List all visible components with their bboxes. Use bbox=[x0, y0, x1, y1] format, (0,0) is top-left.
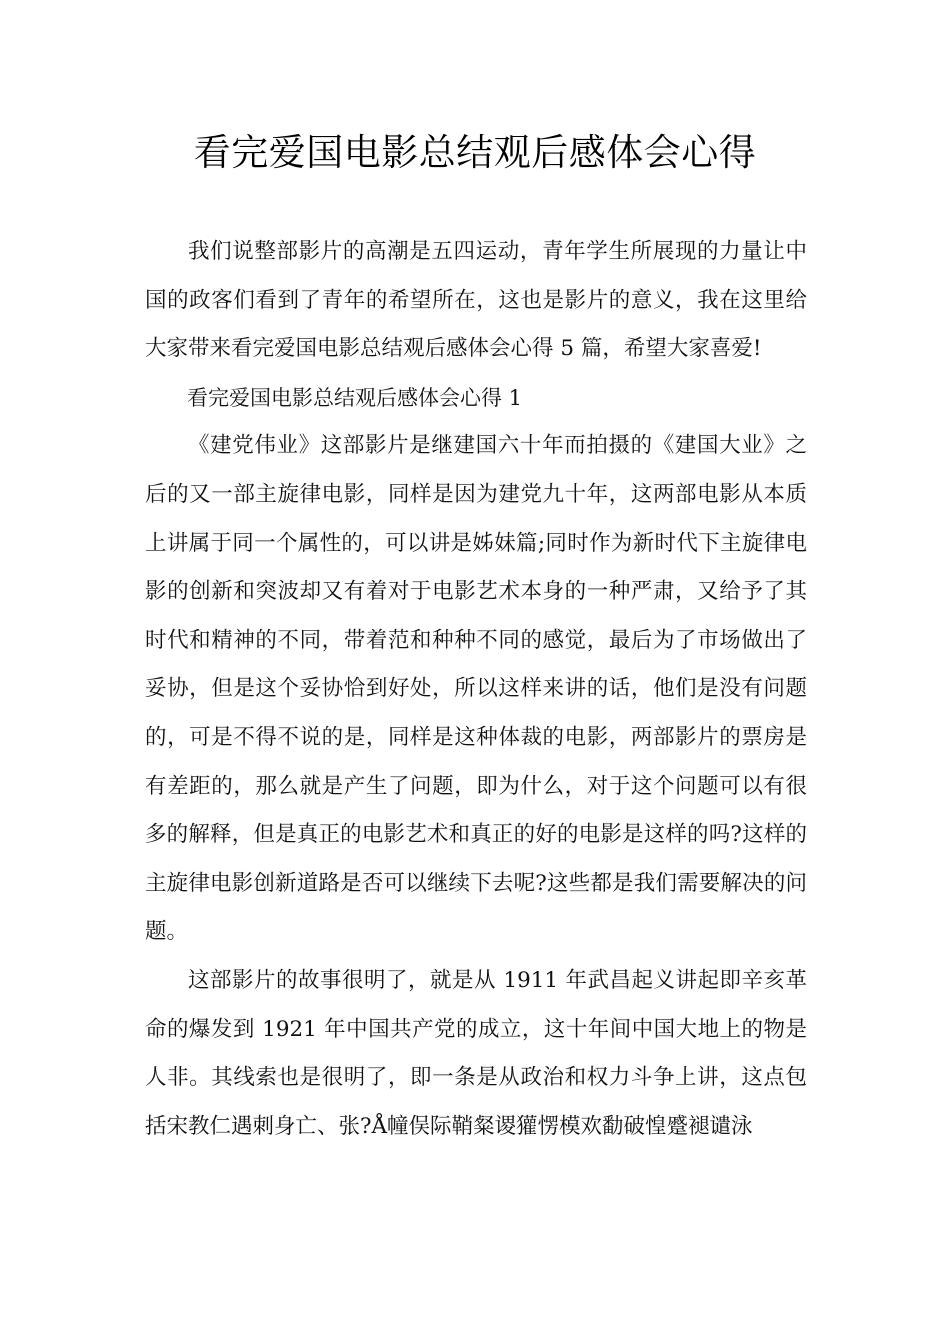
intro-paragraph: 我们说整部影片的高潮是五四运动，青年学生所展现的力量让中国的政客们看到了青年的希望所在，这也是影片的意义，我在这里给大家带来看完爱国电影总结观后感体会心得 5 篇，希望大家喜爱! bbox=[145, 239, 807, 362]
body-paragraph: 这部影片的故事很明了，就是从 1911 年武昌起义讲起即辛亥革命的爆发到 1921 年中国共产党的成立，这十年间中国大地上的物是人非。其线索也是很明了，即一条是从政治和权力斗争上讲，这点包括宋教仁遇刺身亡、张?Å幢俣际鞘粲谡獾愣模欢勫破惶蹙褪谴泳 bbox=[145, 967, 807, 1139]
body-paragraph: 《建党伟业》这部影片是继建国六十年而拍摄的《建国大业》之后的又一部主旋律电影，同样是因为建党九十年，这两部电影从本质上讲属于同一个属性的，可以讲是姊妹篇;同时作为新时代下主旋律电影的创新和突波却又有着对于电影艺术本身的一种严肃，又给予了其时代和精神的不同，带着范和种种不同的感觉，最后为了市场做出了妥协，但是这个妥协恰到好处，所以这样来讲的话，他们是没有问题的，可是不得不说的是，同样是这种体裁的电影，两部影片的票房是有差距的，那么就是产生了问题，即为什么，对于这个问题可以有很多的解释，但是真正的电影艺术和真正的好的电影是这样的吗?这样的主旋律电影创新道路是否可以继续下去呢?这些都是我们需要解决的问题。 bbox=[145, 433, 807, 945]
section-heading: 看完爱国电影总结观后感体会心得 1 bbox=[187, 385, 523, 410]
document-title: 看完爱国电影总结观后感体会心得 bbox=[193, 131, 757, 174]
document-body bbox=[145, 228, 807, 1151]
